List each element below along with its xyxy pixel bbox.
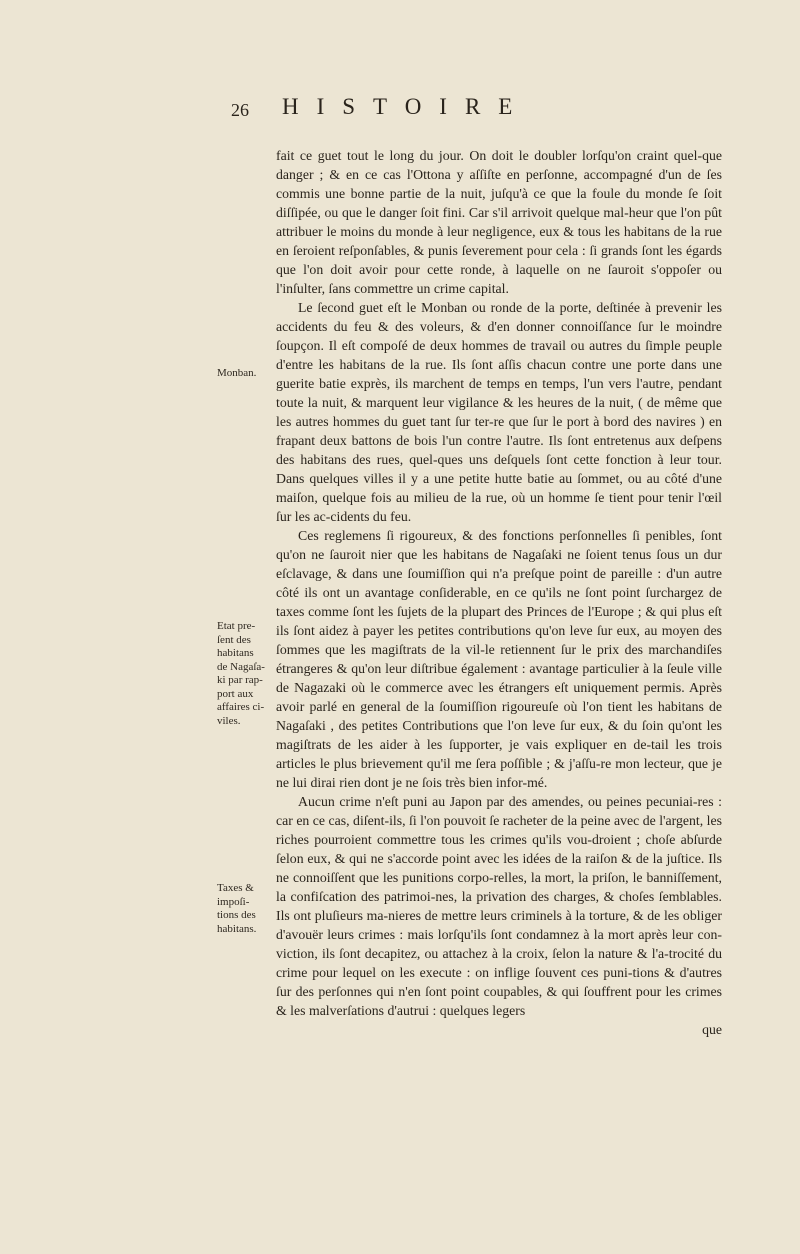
- sidenote-line: de Nagaſa-: [217, 660, 265, 673]
- page-number: 26: [231, 100, 249, 120]
- sidenote-line: Etat pre-: [217, 620, 256, 632]
- sidenote-etat-present: [217, 620, 271, 728]
- sidenote-taxes: [217, 882, 271, 936]
- sidenote-line: affaires ci-: [217, 701, 265, 713]
- sidenote-line: ki par rap-: [217, 674, 263, 686]
- sidenote-line: port aux: [217, 687, 254, 700]
- running-head: [0, 94, 800, 124]
- sidenote-monban: [217, 367, 271, 381]
- sidenote-line: habitans: [217, 647, 254, 659]
- sidenote-line: tions des: [217, 909, 256, 921]
- running-title: HISTOIRE: [282, 94, 531, 119]
- sidenote-line: impoſi-: [217, 895, 250, 908]
- paragraph: Le ſecond guet eſt le Monban ou ronde de la porte, deſtinée à prevenir les accidents du feu & des voleurs, & d'en donner connoiſſance ſur le moindre ſoupçon. Il eſt compoſé de deux hommes de travail ou autres du ſimple peuple d'entre les habitans de la rue. Ils ſont aſſis chacun contre une porte dans une guerite batie exprès, ils marchent de temps en temps, l'un vers l'autre, pendant toute la nuit, & marquent leur vigilance & les heures de la nuit, ( de même que les autres hommes du guet tant ſur ter-re que ſur le port à bord des navires ) en frapant deux battons de bois l'un contre l'autre. Ils ſont entretenus aux deſpens des habitans des rues, quel-ques uns deſquels ſont cette fonction à leur tour. Dans quelques villes il y a une petite hutte batie au ſommet, ou au côté d'une maiſon, quelque fois au milieu de la rue, où un homme ſe tient pour tenir l'œil ſur les ac-cidents du feu.: [276, 300, 722, 524]
- paragraph: Ces reglemens ſi rigoureux, & des fonctions perſonnelles ſi penibles, ſont qu'on ne ſauroit nier que les habitans de Nagaſaki ne ſoient tenus ſous un dur eſclavage, & dans une ſoumiſſion qui n'a preſque point de pareille : d'un autre côté ils ont un avantage conſiderable, en ce qu'ils ne ſont point ſurchargez de taxes comme ſont les ſujets de la plupart des Princes de l'Europe ; & qui plus eſt ils ſont aidez à payer les petites contributions qu'on leve ſur eux, au moyen des ſommes que les magiſtrats de la vil-le retiennent ſur le prix des marchandiſes étrangeres & qu'on leur diſtribue également : avantage particulier à la ſeule ville de Nagazaki où le commerce avec les étrangers eſt uniquement permis. Après avoir parlé en general de la ſoumiſſion rigoureuſe où l'on tient les habitans de Nagaſaki , des petites Contributions que l'on leve ſur eux, & du ſoin qu'ont les magiſtrats de les aider à les ſupporter, je vais expliquer en de-tail les trois articles le plus brievement qu'il me ſera poſſible ; & j'aſſu-re mon lecteur, que je ne lui dirai rien dont je ne ſois très bien infor-mé.: [276, 528, 722, 790]
- sidenote-line: viles.: [217, 714, 241, 727]
- sidenote-line: Taxes &: [217, 882, 254, 894]
- paragraph: fait ce guet tout le long du jour. On doit le doubler lorſqu'on craint quel-que danger ; & en ce cas l'Ottona y aſſiſte en perſonne, accompagné d'un de ſes commis une bonne partie de la nuit, juſqu'à ce que la foule du monde ſe ſoit diſſipée, ou que le danger ſoit fini. Car s'il arrivoit quelque mal-heur que l'on pût attribuer le moins du monde à leur negligence, eux & tous les habitans de la rue en ſeroient reſponſables, & punis ſeverement pour cela : ſi grands ſont les égards que l'on doit avoir pour cette ronde, à laquelle on ne ſauroit s'oppoſer ou l'inſulter, ſans commettre un crime capital.: [276, 148, 722, 296]
- sidenote-line: ſent des: [217, 633, 251, 646]
- sidenote-line: Monban.: [217, 367, 257, 379]
- body-text: [276, 146, 722, 1039]
- paragraph: Aucun crime n'eſt puni au Japon par des amendes, ou peines pecuniai-res : car en ce cas, diſent-ils, ſi l'on pouvoit ſe racheter de la peine avec de l'argent, les riches pourroient commettre tous les crimes qu'ils vou-droient ; choſe abſurde ſelon eux, & qui ne s'accorde point avec les idées de la raiſon & de la juſtice. Ils ne connoiſſent que les punitions corpo-relles, la mort, la priſon, le banniſſement, la confiſcation des patrimoi-nes, la privation des charges, & choſes ſemblables. Ils ont pluſieurs ma-nieres de mettre leurs criminels à la torture, & de les obliger d'avouër leurs crimes : mais lorſqu'ils ſont condamnez à la mort après leur con-viction, ils ſont decapitez, ou attachez à la croix, ſelon la nature & l'a-trocité du crime pour lequel on les execute : on inflige ſouvent ces puni-tions & d'autres ſur des perſonnes qui n'en ſont point coupables, & qui ſouffrent pour les crimes & les malverſations d'autrui : quelques legers: [276, 794, 722, 1018]
- catchword: que: [702, 1022, 722, 1037]
- sidenote-line: habitans.: [217, 922, 257, 935]
